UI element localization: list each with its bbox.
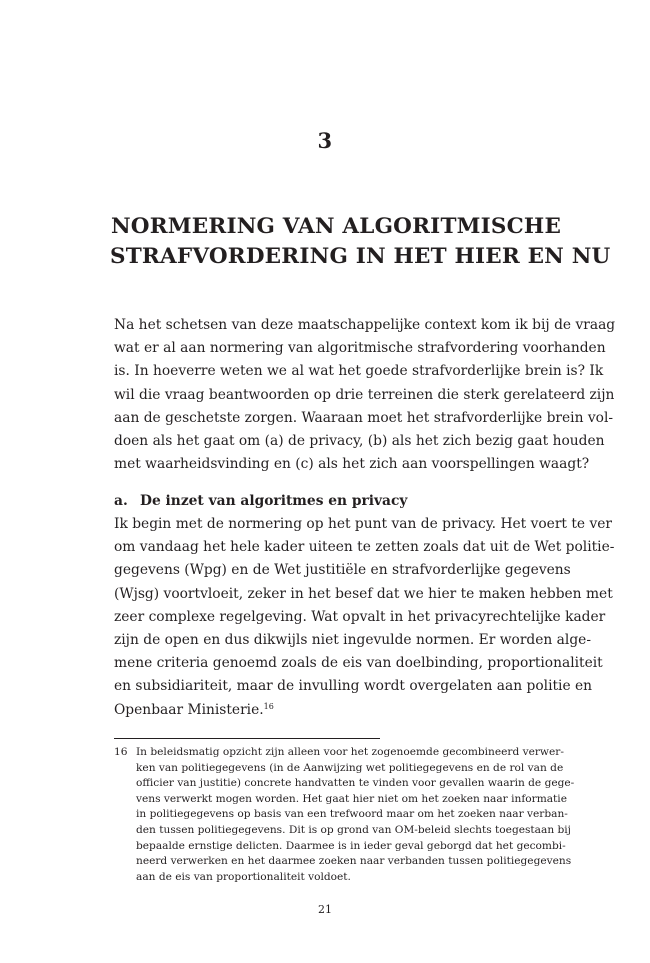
- paragraph-line: is. In hoeverre weten we al wat het goede strafvorderlijke brein is? Ik: [114, 363, 604, 380]
- paragraph-line: met waarheidsvinding en (c) als het zich aan voorspellingen waagt?: [114, 456, 590, 473]
- paragraph-line: mene criteria genoemd zoals de eis van doelbinding, proportionaliteit: [114, 655, 603, 672]
- section-paragraph: [114, 513, 615, 722]
- section-heading: [114, 490, 560, 513]
- chapter-title-line: STRAFVORDERING IN HET HIER EN NU: [110, 244, 611, 269]
- page-number: 21: [318, 903, 332, 916]
- paragraph-line: Na het schetsen van deze maatschappelijke context kom ik bij de vraag: [114, 317, 616, 333]
- footnote-reference[interactable]: 16: [263, 701, 274, 711]
- paragraph-line: Ik begin met de normering op het punt van de privacy. Het voert te ver: [114, 516, 613, 532]
- paragraph-line: wil die vraag beantwoorden op drie terreinen die sterk gerelateerd zijn: [114, 386, 615, 403]
- paragraph-line: en subsidiariteit, maar de invulling wordt overgelaten aan politie en: [114, 678, 593, 695]
- paragraph-line: (Wjsg) voortvloeit, zeker in het besef dat we hier te maken hebben met: [114, 585, 613, 602]
- footnote-divider: [114, 738, 380, 739]
- paragraph-line: [114, 699, 560, 722]
- intro-paragraph: [114, 314, 616, 476]
- footnote-number: 16: [114, 746, 128, 758]
- footnote-line: aan de eis van proportionaliteit voldoet.: [136, 870, 351, 883]
- footnote-line: vens verwerkt mogen worden. Het gaat hier niet om het zoeken naar informatie: [136, 792, 567, 805]
- chapter-title: [110, 212, 611, 272]
- footnote-line: neerd verwerken en het daarmee zoeken naar verbanden tussen politiegegevens: [136, 855, 572, 868]
- paragraph-line: zeer complexe regelgeving. Wat opvalt in het privacyrechtelijke kader: [114, 608, 606, 625]
- paragraph-line: om vandaag het hele kader uiteen te zetten zoals dat uit de Wet politie-: [114, 539, 615, 556]
- paragraph-line-text: Openbaar Ministerie.: [114, 701, 264, 718]
- paragraph-line: aan de geschetste zorgen. Waaraan moet het strafvorderlijke brein vol-: [114, 409, 614, 426]
- footnote: [114, 745, 575, 885]
- chapter-title-line: NORMERING VAN ALGORITMISCHE: [110, 214, 562, 239]
- section-heading-text: De inzet van algoritmes en privacy: [140, 493, 408, 509]
- footnote-line: den tussen politiegegevens. Dit is op grond van OM-beleid slechts toegestaan bij: [136, 823, 571, 836]
- footnote-line: In beleidsmatig opzicht zijn alleen voor het zogenoemde gecombineerd verwer-: [136, 746, 564, 758]
- footnote-text: [136, 745, 575, 885]
- footnote-line: in politiegegevens op basis van een trefwoord maar om het zoeken naar verban-: [136, 808, 568, 821]
- paragraph-line: wat er al aan normering van algoritmische strafvordering voorhanden: [114, 340, 606, 357]
- paragraph-line: zijn de open en dus dikwijls niet ingevulde normen. Er worden alge-: [114, 631, 591, 648]
- paragraph-line: gegevens (Wpg) en de Wet justitiële en strafvorderlijke gegevens: [114, 562, 571, 579]
- footnote-line: bepaalde ernstige delicten. Daarmee is in ieder geval geborgd dat het gecombi-: [136, 839, 566, 852]
- footnote-line: officier van justitie) concrete handvatten te vinden voor gevallen waarin de gege-: [136, 777, 575, 790]
- footnote-line: ken van politiegegevens (in de Aanwijzing wet politiegegevens en de rol van de: [136, 761, 564, 774]
- paragraph-line: doen als het gaat om (a) de privacy, (b) als het zich bezig gaat houden: [114, 432, 605, 449]
- chapter-number: 3: [317, 128, 333, 153]
- section-letter: a.: [114, 493, 128, 509]
